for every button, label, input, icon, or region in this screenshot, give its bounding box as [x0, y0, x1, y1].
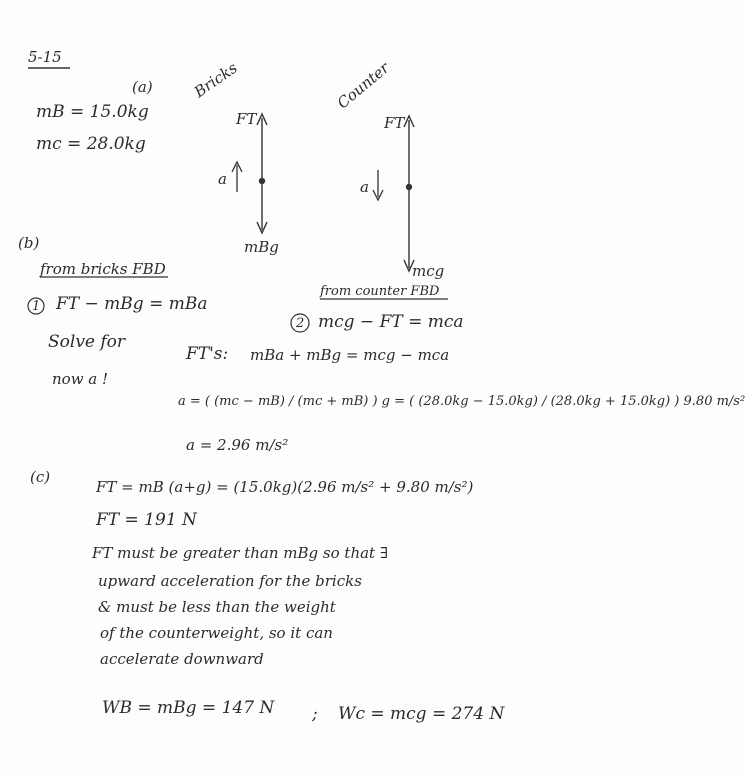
explanation-line-5: accelerate downward: [100, 650, 264, 668]
fbd-bricks-title: Bricks: [190, 58, 241, 102]
weight-bricks: WB = mBg = 147 N: [102, 698, 275, 718]
ft-calc: FT = mB (a+g) = (15.0kg)(2.96 m/s² + 9.80 m/s²): [96, 478, 474, 496]
ft-result: FT = 191 N: [96, 510, 197, 530]
eq2-marker: 2: [296, 316, 305, 331]
fbd-counter-weight: mcg: [412, 262, 445, 280]
now-a: now a !: [52, 370, 109, 388]
fbd-bricks-weight: mBg: [244, 238, 279, 256]
weight-counter: Wc = mcg = 274 N: [338, 704, 505, 724]
counter-body-dot: [406, 184, 412, 190]
eq1: FT − mBg = mBa: [56, 294, 208, 314]
given-mass-counter: mc = 28.0kg: [36, 134, 146, 154]
part-b-label: (b): [18, 234, 40, 252]
fbd-bricks-accel: a: [218, 170, 227, 188]
explanation-line-1: FT must be greater than mBg so that ∃: [92, 544, 388, 562]
eq1-marker: 1: [32, 299, 41, 314]
fbd-counter-tension: FT: [384, 114, 405, 132]
bricks-body-dot: [259, 178, 265, 184]
explanation-line-2: upward acceleration for the bricks: [98, 572, 362, 590]
a-formula: a = ( (mc − mB) / (mc + mB) ) g = ( (28.0kg − 15.0kg) / (28.0kg + 15.0kg) ) 9.80 m/s²: [178, 394, 745, 409]
from-bricks-fbd: from bricks FBD: [40, 260, 166, 278]
ft-s: FT's:: [186, 344, 229, 364]
fbd-bricks-tension: FT: [236, 110, 257, 128]
fbd-counter-accel: a: [360, 178, 369, 196]
given-mass-bricks: mB = 15.0kg: [36, 102, 149, 122]
explanation-line-3: & must be less than the weight: [98, 598, 336, 616]
from-counter-fbd: from counter FBD: [320, 284, 440, 299]
explanation-line-4: of the counterweight, so it can: [100, 624, 333, 642]
part-c-label: (c): [30, 468, 51, 486]
part-a-label: (a): [132, 78, 153, 96]
separator: ;: [312, 704, 318, 724]
eq2: mcg − FT = mca: [318, 312, 464, 332]
solve-for: Solve for: [48, 332, 126, 352]
combined-eq: mBa + mBg = mcg − mca: [250, 346, 450, 364]
a-result: a = 2.96 m/s²: [186, 436, 289, 454]
problem-number: 5-15: [28, 48, 62, 66]
fbd-counter-title: Counter: [333, 58, 393, 113]
